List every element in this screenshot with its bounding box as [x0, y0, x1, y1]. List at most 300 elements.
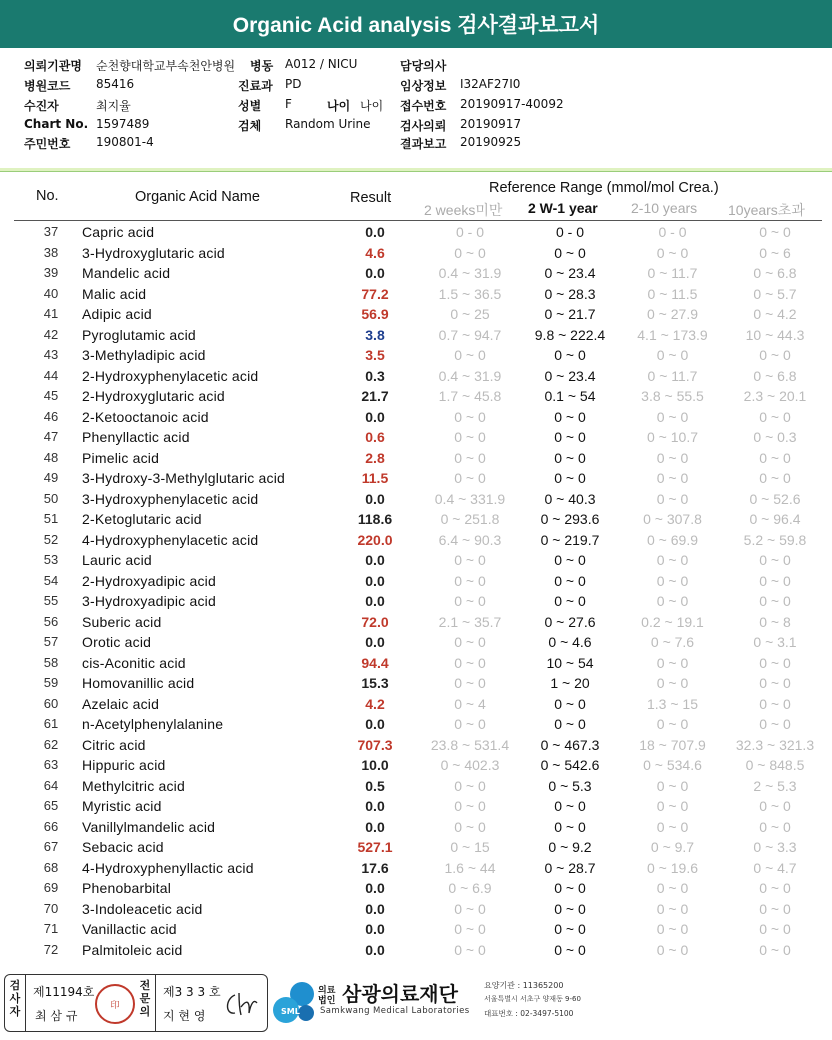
- ref-under-2-weeks: 0 ~ 0: [454, 552, 486, 568]
- ref-under-2-weeks: 0.4 ~ 31.9: [438, 265, 502, 281]
- ref-2w-1year: 0 ~ 0: [554, 593, 586, 609]
- ref-sub-over10y: 10years초과: [728, 202, 805, 218]
- row-number: 40: [43, 285, 59, 301]
- ref-over-10-years: 0 ~ 3.3: [753, 839, 797, 855]
- ref-sub-under2w: 2 weeks미만: [424, 202, 503, 218]
- ref-2w-1year: 0 ~ 0: [554, 695, 586, 712]
- table-row: [0, 489, 832, 510]
- id-value: 190801-4: [96, 135, 154, 149]
- ref-over-10-years: 0 ~ 8: [759, 613, 791, 630]
- table-row: [0, 325, 832, 346]
- acid-name: Pimelic acid: [82, 449, 160, 466]
- ref-over-10-years: 2 ~ 5.3: [753, 777, 797, 794]
- ref-2-10-years: 0 ~ 19.6: [647, 859, 698, 876]
- result-value: 11.5: [361, 470, 389, 486]
- ref-2w-1year: 9.8 ~ 222.4: [534, 326, 606, 343]
- section-divider-line: [0, 171, 832, 172]
- receipt-label: 접수번호: [400, 99, 447, 113]
- result-value: 0.0: [365, 593, 385, 609]
- ref-under-2-weeks: 6.4 ~ 90.3: [438, 531, 502, 548]
- specialist-license: 제3 3 3 호: [163, 985, 221, 999]
- acid-name: 3-Hydroxyglutaric acid: [82, 244, 225, 261]
- acid-name: Myristic acid: [82, 798, 162, 814]
- row-number: 42: [43, 326, 59, 342]
- specialist-name: 지 현 영: [163, 1009, 206, 1023]
- result-value: 56.9: [361, 306, 389, 322]
- signature-icon: [223, 989, 263, 1019]
- acid-name: 3-Hydroxyadipic acid: [82, 593, 216, 609]
- ref-2-10-years: 0 ~ 0: [656, 552, 689, 568]
- ref-2w-1year: 1 ~ 20: [550, 675, 590, 691]
- ref-under-2-weeks: 0 ~ 0: [454, 408, 486, 425]
- ref-over-10-years: 0 ~ 4.7: [753, 859, 797, 876]
- row-number: 69: [43, 880, 59, 895]
- ref-2-10-years: 0 - 0: [658, 224, 687, 240]
- dept-value: PD: [285, 77, 302, 91]
- receipt-value: 20190917-40092: [460, 97, 564, 111]
- row-number: 46: [43, 408, 59, 424]
- ref-over-10-years: 0 ~ 0.3: [753, 429, 797, 445]
- ref-2-10-years: 0 ~ 0: [656, 818, 689, 835]
- ref-2w-1year: 0 ~ 0: [554, 818, 586, 835]
- ref-over-10-years: 2.3 ~ 20.1: [743, 388, 807, 404]
- ref-2-10-years: 0 ~ 7.6: [650, 634, 695, 650]
- result-value: 707.3: [357, 736, 393, 753]
- result-value: 0.0: [365, 634, 385, 650]
- table-row: [0, 468, 832, 489]
- table-row: [0, 632, 832, 653]
- logo-text: SML: [281, 1007, 300, 1016]
- ref-under-2-weeks: 0 ~ 0: [454, 941, 486, 958]
- ref-2w-1year: 0 ~ 0: [554, 470, 586, 486]
- result-value: 3.8: [365, 326, 385, 343]
- row-number: 50: [43, 490, 59, 506]
- specialist-vlabel: 전문의: [139, 979, 151, 1018]
- ref-over-10-years: 0 ~ 3.1: [753, 634, 797, 650]
- inspector-vlabel: 검사자: [9, 979, 21, 1018]
- ref-2w-1year: 0 ~ 0: [554, 941, 586, 958]
- ref-under-2-weeks: 0 ~ 0: [454, 449, 486, 466]
- acid-name: Vanillylmandelic acid: [82, 818, 216, 835]
- ref-over-10-years: 0 ~ 0: [759, 921, 791, 937]
- ref-under-2-weeks: 0 ~ 4: [454, 695, 486, 712]
- ref-2-10-years: 0 ~ 0: [656, 900, 689, 917]
- age-value: 나이: [360, 99, 384, 113]
- table-row: [0, 776, 832, 797]
- ref-2-10-years: 0 ~ 0: [656, 716, 689, 732]
- table-row: [0, 263, 832, 284]
- ref-2w-1year: 0 ~ 5.3: [548, 777, 592, 794]
- table-row: [0, 714, 832, 735]
- table-row: [0, 304, 832, 325]
- signature-box: [4, 974, 268, 1032]
- result-value: 0.0: [365, 941, 385, 958]
- result-value: 0.0: [365, 224, 385, 240]
- ref-under-2-weeks: 0 ~ 0: [454, 572, 486, 589]
- ref-over-10-years: 0 ~ 0: [759, 449, 791, 466]
- org-english: Samkwang Medical Laboratories: [320, 1006, 470, 1016]
- ref-over-10-years: 0 ~ 96.4: [749, 511, 801, 527]
- request-value: 20190917: [460, 117, 522, 131]
- ref-under-2-weeks: 2.1 ~ 35.7: [438, 613, 502, 630]
- ref-over-10-years: 0 ~ 848.5: [745, 757, 805, 773]
- ref-under-2-weeks: 0 ~ 0: [454, 921, 486, 937]
- doctor-label: 담당의사: [400, 59, 447, 73]
- ref-over-10-years: 0 ~ 0: [759, 470, 791, 486]
- ref-2w-1year: 0 - 0: [555, 224, 584, 240]
- ref-over-10-years: 0 ~ 0: [759, 224, 791, 240]
- ref-2w-1year: 0 ~ 40.3: [544, 490, 596, 507]
- row-number: 64: [43, 777, 59, 793]
- ref-2w-1year: 0 ~ 9.2: [548, 839, 592, 855]
- row-number: 63: [43, 757, 59, 772]
- ref-over-10-years: 0 ~ 0: [759, 818, 791, 835]
- org-logo: [272, 980, 581, 1030]
- ref-2-10-years: 18 ~ 707.9: [639, 736, 706, 753]
- ref-2w-1year: 0 ~ 542.6: [540, 757, 600, 773]
- ref-2w-1year: 0 ~ 0: [554, 798, 586, 814]
- ref-over-10-years: 0 ~ 6.8: [753, 265, 797, 281]
- ref-2-10-years: 3.8 ~ 55.5: [641, 388, 704, 404]
- ref-under-2-weeks: 0 ~ 251.8: [440, 511, 500, 527]
- ref-2-10-years: 0 ~ 0: [656, 572, 689, 589]
- table-row: [0, 386, 832, 407]
- ref-2-10-years: 0 ~ 0: [656, 777, 689, 794]
- ref-2-10-years: 0 ~ 0: [656, 675, 689, 691]
- row-number: 51: [43, 511, 59, 526]
- table-row: [0, 919, 832, 940]
- table-row: [0, 530, 832, 551]
- org-tel: 대표번호 : 02-3497-5100: [484, 1009, 574, 1018]
- ref-2w-1year: 0.1 ~ 54: [544, 388, 596, 404]
- report-value: 20190925: [460, 135, 522, 149]
- ref-2w-1year: 0 ~ 27.6: [544, 613, 596, 630]
- ref-2w-1year: 0 ~ 21.7: [544, 306, 596, 322]
- id-label: 주민번호: [24, 137, 71, 151]
- ref-2w-1year: 0 ~ 0: [554, 572, 586, 589]
- result-value: 15.3: [361, 675, 389, 691]
- result-value: 4.2: [365, 695, 385, 712]
- result-value: 0.6: [365, 429, 385, 445]
- table-row: [0, 222, 832, 243]
- ref-2w-1year: 0 ~ 219.7: [540, 531, 600, 548]
- ref-under-2-weeks: 0 ~ 0: [454, 634, 486, 650]
- ref-under-2-weeks: 0 ~ 0: [454, 716, 486, 732]
- acid-name: Phenyllactic acid: [82, 429, 190, 445]
- age-label: 나이: [327, 99, 351, 113]
- row-number: 47: [43, 429, 59, 444]
- acid-name: 2-Hydroxyglutaric acid: [82, 388, 225, 404]
- ref-2w-1year: 0 ~ 0: [554, 921, 586, 937]
- ref-range-header: Reference Range (mmol/mol Crea.): [489, 180, 719, 196]
- org-address: 서울특별시 서초구 양재동 9-60: [484, 995, 581, 1003]
- divider: [155, 975, 156, 1031]
- ref-2-10-years: 0 ~ 0: [656, 798, 689, 814]
- result-value: 0.0: [365, 490, 385, 507]
- acid-name: Azelaic acid: [82, 695, 160, 712]
- ref-over-10-years: 32.3 ~ 321.3: [735, 736, 815, 753]
- chart-value: 1597489: [96, 117, 150, 131]
- result-value: 94.4: [361, 654, 389, 671]
- specimen-value: Random Urine: [285, 117, 371, 131]
- ref-over-10-years: 0 ~ 0: [759, 408, 791, 425]
- clinical-value: I32AF27I0: [460, 77, 521, 91]
- table-row: [0, 407, 832, 428]
- ref-2-10-years: 0 ~ 534.6: [643, 757, 702, 773]
- acid-name: 4-Hydroxyphenylacetic acid: [82, 531, 259, 548]
- table-row: [0, 858, 832, 879]
- acid-name: Citric acid: [82, 736, 146, 753]
- ref-2-10-years: 0 ~ 307.8: [643, 511, 702, 527]
- ref-over-10-years: 0 ~ 0: [759, 941, 791, 958]
- institution-label: 의뢰기관명: [24, 59, 82, 73]
- sex-label: 성별: [238, 99, 262, 113]
- table-row: [0, 878, 832, 899]
- acid-name: Suberic acid: [82, 613, 162, 630]
- ref-over-10-years: 0 ~ 4.2: [753, 306, 797, 322]
- result-value: 0.0: [365, 552, 385, 568]
- result-value: 0.0: [365, 900, 385, 917]
- ref-2-10-years: 0 ~ 0: [656, 490, 689, 507]
- acid-name: Phenobarbital: [82, 880, 171, 896]
- ref-under-2-weeks: 0 ~ 0: [454, 900, 486, 917]
- ref-under-2-weeks: 0 ~ 0: [454, 675, 486, 691]
- ref-2-10-years: 0 ~ 0: [656, 408, 689, 425]
- result-value: 0.0: [365, 716, 385, 732]
- ref-2-10-years: 0 ~ 11.7: [647, 367, 698, 384]
- result-value: 77.2: [361, 285, 389, 302]
- acid-name: Homovanillic acid: [82, 675, 195, 691]
- acid-name: Palmitoleic acid: [82, 941, 183, 958]
- result-value: 0.0: [365, 818, 385, 835]
- result-value: 118.6: [357, 511, 393, 527]
- ref-2-10-years: 0 ~ 0: [656, 347, 689, 363]
- result-value: 72.0: [361, 613, 389, 630]
- table-row: [0, 550, 832, 571]
- ref-under-2-weeks: 23.8 ~ 531.4: [430, 736, 510, 753]
- ref-over-10-years: 10 ~ 44.3: [745, 326, 805, 343]
- ref-2w-1year: 0 ~ 0: [554, 429, 586, 445]
- hospital-code-value: 85416: [96, 77, 135, 91]
- specimen-label: 검체: [238, 119, 262, 133]
- table-row: [0, 612, 832, 633]
- result-value: 0.0: [365, 572, 385, 589]
- acid-name: Mandelic acid: [82, 265, 171, 281]
- table-row: [0, 796, 832, 817]
- acid-name: 3-Hydroxyphenylacetic acid: [82, 490, 259, 507]
- ref-2-10-years: 0 ~ 0: [656, 654, 689, 671]
- row-number: 39: [43, 265, 59, 280]
- table-row: [0, 817, 832, 838]
- table-row: [0, 653, 832, 674]
- org-name: 삼광의료재단: [342, 982, 458, 1006]
- row-number: 61: [43, 716, 59, 731]
- ref-under-2-weeks: 0 ~ 402.3: [440, 757, 500, 773]
- ward-label: 병동: [250, 59, 274, 73]
- row-number: 54: [43, 572, 59, 588]
- result-value: 527.1: [357, 839, 393, 855]
- acid-name: 3-Methyladipic acid: [82, 347, 206, 363]
- ref-over-10-years: 0 ~ 52.6: [749, 490, 801, 507]
- ref-under-2-weeks: 0 ~ 0: [454, 593, 486, 609]
- ward-value: A012 / NICU: [285, 57, 358, 71]
- ref-2-10-years: 0 ~ 10.7: [647, 429, 698, 445]
- ref-under-2-weeks: 0 ~ 0: [454, 654, 486, 671]
- seal-stamp: [95, 984, 135, 1024]
- result-value: 3.5: [365, 347, 385, 363]
- ref-under-2-weeks: 0 ~ 25: [450, 306, 490, 322]
- sex-value: F: [285, 97, 292, 111]
- inspector-name: 최 삼 규: [35, 1009, 78, 1023]
- acid-name: 2-Hydroxyphenylacetic acid: [82, 367, 259, 384]
- table-row: [0, 735, 832, 756]
- ref-under-2-weeks: 0 ~ 0: [454, 347, 486, 363]
- table-row: [0, 673, 832, 694]
- row-number: 48: [43, 449, 59, 465]
- inspector-license: 제11194호: [33, 985, 95, 999]
- ref-over-10-years: 0 ~ 0: [759, 675, 791, 691]
- sml-logo-icon: [272, 980, 320, 1026]
- table-row: [0, 755, 832, 776]
- result-value: 2.8: [365, 449, 385, 466]
- row-number: 67: [43, 839, 59, 854]
- result-value: 0.5: [365, 777, 385, 794]
- ref-over-10-years: 0 ~ 0: [759, 900, 791, 917]
- report-label: 결과보고: [400, 137, 447, 151]
- ref-2w-1year: 0 ~ 4.6: [548, 634, 592, 650]
- row-number: 49: [43, 470, 59, 485]
- table-row: [0, 591, 832, 612]
- report-title: Organic Acid analysis 검사결과보고서: [0, 0, 832, 48]
- acid-name: Sebacic acid: [82, 839, 164, 855]
- ref-2-10-years: 0 ~ 69.9: [647, 531, 698, 548]
- ref-2w-1year: 0 ~ 0: [554, 716, 586, 732]
- acid-name: 3-Indoleacetic acid: [82, 900, 203, 917]
- ref-2-10-years: 4.1 ~ 173.9: [637, 326, 708, 343]
- acid-name: Pyroglutamic acid: [82, 326, 196, 343]
- ref-over-10-years: 0 ~ 0: [759, 654, 791, 671]
- ref-under-2-weeks: 1.6 ~ 44: [444, 859, 496, 876]
- table-row: [0, 837, 832, 858]
- acid-name: Vanillactic acid: [82, 921, 177, 937]
- result-value: 0.0: [365, 880, 385, 896]
- ref-2w-1year: 0 ~ 0: [554, 900, 586, 917]
- row-number: 44: [43, 367, 59, 383]
- table-row: [0, 448, 832, 469]
- ref-2w-1year: 0 ~ 0: [554, 408, 586, 425]
- hospital-code-label: 병원코드: [24, 79, 71, 93]
- row-number: 38: [43, 244, 59, 260]
- table-row: [0, 940, 832, 961]
- row-number: 43: [43, 347, 59, 362]
- ref-2w-1year: 0 ~ 467.3: [540, 736, 600, 753]
- divider: [25, 975, 26, 1031]
- row-number: 57: [43, 634, 59, 649]
- footer: [0, 970, 832, 1040]
- acid-name: Methylcitric acid: [82, 777, 185, 794]
- ref-2w-1year: 0 ~ 23.4: [544, 367, 596, 384]
- ref-2w-1year: 10 ~ 54: [546, 654, 594, 671]
- ref-over-10-years: 0 ~ 0: [759, 552, 791, 568]
- row-number: 71: [43, 921, 59, 936]
- ref-2-10-years: 0 ~ 0: [656, 449, 689, 466]
- ref-2-10-years: 0 ~ 0: [656, 470, 689, 486]
- ref-2-10-years: 0 ~ 9.7: [650, 839, 695, 855]
- ref-2w-1year: 0 ~ 293.6: [540, 511, 600, 527]
- acid-name: Lauric acid: [82, 552, 152, 568]
- result-value: 0.3: [365, 367, 385, 384]
- acid-name: n-Acetylphenylalanine: [82, 716, 224, 732]
- row-number: 60: [43, 695, 59, 711]
- ref-2w-1year: 0 ~ 23.4: [544, 265, 596, 281]
- collector-label: 수진자: [24, 99, 59, 113]
- ref-2w-1year: 0 ~ 0: [554, 449, 586, 466]
- ref-2-10-years: 0 ~ 0: [656, 593, 689, 609]
- ref-over-10-years: 0 ~ 0: [759, 347, 791, 363]
- acid-name: Adipic acid: [82, 306, 152, 322]
- acid-name: Hippuric acid: [82, 757, 166, 773]
- ref-under-2-weeks: 0 ~ 0: [454, 244, 486, 261]
- acid-name: cis-Aconitic acid: [82, 654, 186, 671]
- result-value: 220.0: [357, 531, 393, 548]
- row-number: 45: [43, 388, 59, 403]
- ref-under-2-weeks: 0 ~ 0: [454, 470, 486, 486]
- table-row: [0, 345, 832, 366]
- table-row: [0, 427, 832, 448]
- ref-sub-2-10y: 2-10 years: [631, 200, 698, 216]
- row-number: 72: [43, 941, 59, 957]
- ref-over-10-years: 0 ~ 5.7: [753, 285, 797, 302]
- result-value: 0.0: [365, 921, 385, 937]
- seal-text: 印: [110, 1000, 120, 1011]
- ref-2-10-years: 0 ~ 0: [656, 880, 689, 896]
- result-value: 17.6: [361, 859, 389, 876]
- collector-value: 최지율: [96, 99, 131, 113]
- row-number: 52: [43, 531, 59, 547]
- ref-2-10-years: 0 ~ 0: [656, 921, 689, 937]
- ref-over-10-years: 0 ~ 0: [759, 798, 791, 814]
- chart-label: Chart No.: [24, 117, 89, 131]
- ref-over-10-years: 0 ~ 0: [759, 880, 791, 896]
- ref-2-10-years: 0 ~ 0: [656, 941, 689, 958]
- table-row: [0, 243, 832, 264]
- acid-name: Capric acid: [82, 224, 155, 240]
- institution-value: 순천향대학교부속천안병원: [96, 59, 236, 73]
- acid-name: Orotic acid: [82, 634, 152, 650]
- ref-under-2-weeks: 0 ~ 6.9: [448, 880, 492, 896]
- patient-info: [0, 55, 832, 155]
- request-label: 검사의뢰: [400, 119, 447, 133]
- col-header-result: Result: [350, 190, 392, 206]
- dept-label: 진료과: [238, 79, 273, 93]
- table-row: [0, 366, 832, 387]
- row-number: 70: [43, 900, 59, 916]
- org-small: 의료법인: [318, 986, 336, 1006]
- org-code: 요양기관 : 11365200: [484, 981, 564, 990]
- result-value: 10.0: [361, 757, 389, 773]
- acid-name: 2-Hydroxyadipic acid: [82, 572, 216, 589]
- table-row: [0, 571, 832, 592]
- result-value: 4.6: [365, 244, 385, 261]
- acid-name: 3-Hydroxy-3-Methylglutaric acid: [82, 470, 286, 486]
- acid-name: Malic acid: [82, 285, 147, 302]
- ref-under-2-weeks: 1.7 ~ 45.8: [438, 388, 502, 404]
- ref-under-2-weeks: 1.5 ~ 36.5: [438, 285, 502, 302]
- row-number: 58: [43, 654, 59, 670]
- results-table: [0, 222, 832, 960]
- header-rule: [14, 220, 822, 221]
- row-number: 41: [43, 306, 59, 321]
